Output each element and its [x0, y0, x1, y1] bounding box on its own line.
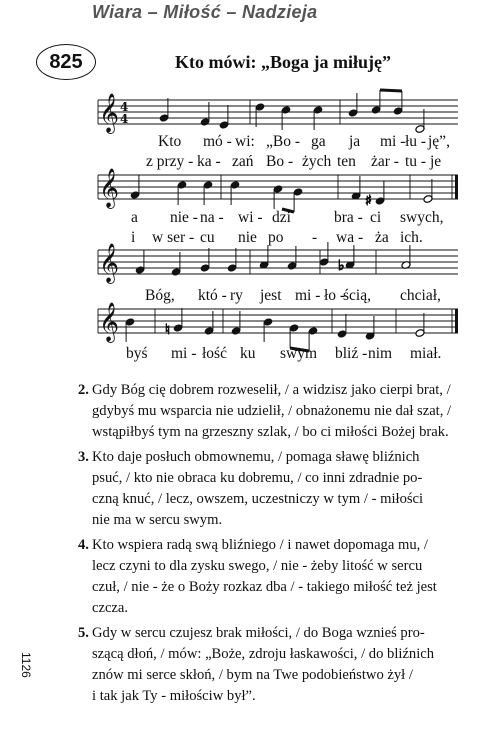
verse-line: czcza.	[92, 600, 129, 616]
treble-clef-icon: 𝄞	[99, 93, 120, 133]
lyric-syllable: z przy -	[146, 153, 194, 170]
verse-2	[78, 380, 464, 443]
lyric-syllable: ku	[240, 345, 256, 362]
treble-clef-icon: 𝄞	[99, 302, 120, 342]
verse-line: Kto wspiera radą swą bliźniego / i nawet dopomaga mu, /	[92, 537, 428, 553]
time-signature-bottom: 4	[120, 112, 129, 126]
lyric-syllable: żar -	[371, 153, 399, 170]
lyric-syllable: tu -	[405, 153, 427, 170]
lyric-syllable: i	[131, 229, 136, 246]
lyric-syllable: ten	[337, 153, 356, 170]
verse-number: 5.	[78, 625, 89, 641]
lyric-syllable: w ser -	[152, 229, 195, 246]
lyric-syllable: cu	[200, 229, 215, 246]
verse-line: gdybyś mu wsparcia nie udzielił, / obnażonemu nie dał szat, /	[92, 403, 452, 419]
verse-line: czną knuć, / lecz, owszem, uczestniczy w tym / - miłości	[92, 491, 424, 507]
final-barline	[455, 175, 458, 199]
verse-line: nie ma w sercu swym.	[92, 512, 223, 528]
lyric-syllable: mi -	[380, 133, 406, 150]
lyric-syllable: je	[430, 153, 442, 170]
lyric-syllable: nie -	[170, 209, 198, 226]
lyric-syllable: miał.	[410, 345, 442, 362]
lyric-syllable: któ -	[198, 287, 227, 304]
lyric-syllable: łość	[202, 345, 227, 362]
treble-clef-icon: 𝄞	[99, 243, 120, 283]
verse-line: wstąpiłbyś tym na grzeszny szlak, / bo ci miłości Bożej brak.	[92, 424, 449, 440]
verse-line: lecz czyni to dla zysku swego, / nie - żeby litość w sercu	[92, 558, 423, 574]
lyric-syllable: ja	[349, 133, 361, 150]
lyric-syllable: ry	[230, 287, 243, 304]
lyric-syllable: a	[131, 209, 138, 226]
verse-4	[78, 535, 464, 619]
lyric-syllable: byś	[126, 345, 148, 362]
verse-line: Gdy w sercu czujesz brak miłości, / do Boga wznieś pro-	[92, 625, 425, 641]
lyric-syllable: zań	[232, 153, 254, 170]
verses-block	[78, 380, 464, 707]
final-barline	[455, 309, 458, 333]
verse-line: psuć, / kto nie obraca ku dobremu, / co inni zdradnie po-	[92, 470, 423, 486]
lyric-syllable: ich.	[400, 229, 423, 246]
lyric-syllable: ło -	[324, 287, 346, 304]
verse-line: czuł, / nie - że o Boży rozkaz dba / - takiego miłość też jest	[92, 579, 437, 595]
lyric-syllable: ję”,	[428, 133, 450, 150]
page-number: 1126	[19, 652, 33, 678]
lyric-syllable: bra -	[334, 209, 363, 226]
lyric-syllable: wi:	[235, 133, 255, 150]
lyric-syllable: mi -	[171, 345, 197, 362]
lyric-syllable: jest	[260, 287, 282, 304]
verse-number: 3.	[78, 449, 89, 465]
lyric-syllable: Kto	[158, 133, 182, 150]
lyric-syllable: ga	[311, 133, 326, 150]
lyric-syllable: „Bo -	[266, 133, 301, 150]
lyric-syllable: żych	[302, 153, 332, 170]
verse-line: znów mi serce skłoń, / bym na Twe podobieństwo żył /	[92, 667, 413, 683]
lyric-syllable: Bóg,	[145, 287, 175, 304]
lyric-syllable: Bo -	[266, 153, 294, 170]
lyric-syllable: ścią,	[343, 287, 371, 304]
beam	[380, 90, 402, 91]
lyric-syllable: mi -	[295, 287, 321, 304]
lyric-syllable: na -	[200, 209, 224, 226]
lyric-syllable: dzi	[272, 209, 291, 226]
flat-icon: ♭	[338, 258, 345, 274]
lyric-syllable: ka -	[197, 153, 221, 170]
hymn-title: Kto mówi: „Boga ja miłuję”	[175, 52, 391, 72]
lyric-syllable: bliź -	[335, 345, 368, 362]
lyric-syllable: -	[312, 229, 318, 246]
lyric-syllable: ci	[370, 209, 382, 226]
verse-line: i tak jak Ty - miłościw był”.	[92, 688, 256, 704]
verse-5	[78, 623, 464, 707]
lyric-syllable: ża	[375, 229, 389, 246]
verse-number: 4.	[78, 537, 89, 553]
lyric-syllable: wi -	[238, 209, 263, 226]
natural-icon: ♮	[165, 322, 171, 338]
time-signature-top: 4	[120, 100, 129, 114]
lyric-syllable: nim	[368, 345, 393, 362]
verse-number: 2.	[78, 382, 89, 398]
hymn-number-badge: 825	[36, 44, 96, 80]
lyric-syllable: swych,	[400, 209, 444, 226]
verse-line: Gdy Bóg cię dobrem rozweselił, / a widzisz jako cierpi brat, /	[92, 382, 451, 398]
sharp-icon: ♯	[365, 193, 372, 209]
treble-clef-icon: 𝄞	[99, 168, 120, 208]
lyric-syllable: po	[268, 229, 284, 246]
lyric-syllable: łu -	[405, 133, 427, 150]
lyric-syllable: chciał,	[400, 287, 441, 304]
lyric-syllable: mó -	[203, 133, 232, 150]
verse-3	[78, 447, 464, 531]
lyric-syllable: swym	[280, 345, 318, 362]
verse-line: Kto daje posłuch obmownemu, / pomaga sławę bliźnich	[92, 449, 420, 465]
verse-line: szącą dłoń, / mów: „Boże, zdroju łaskawości, / do bliźnich	[92, 646, 435, 662]
lyric-syllable: nie	[238, 229, 257, 246]
section-header: Wiara – Miłość – Nadzieja	[92, 2, 318, 22]
lyric-syllable: wa -	[336, 229, 364, 246]
